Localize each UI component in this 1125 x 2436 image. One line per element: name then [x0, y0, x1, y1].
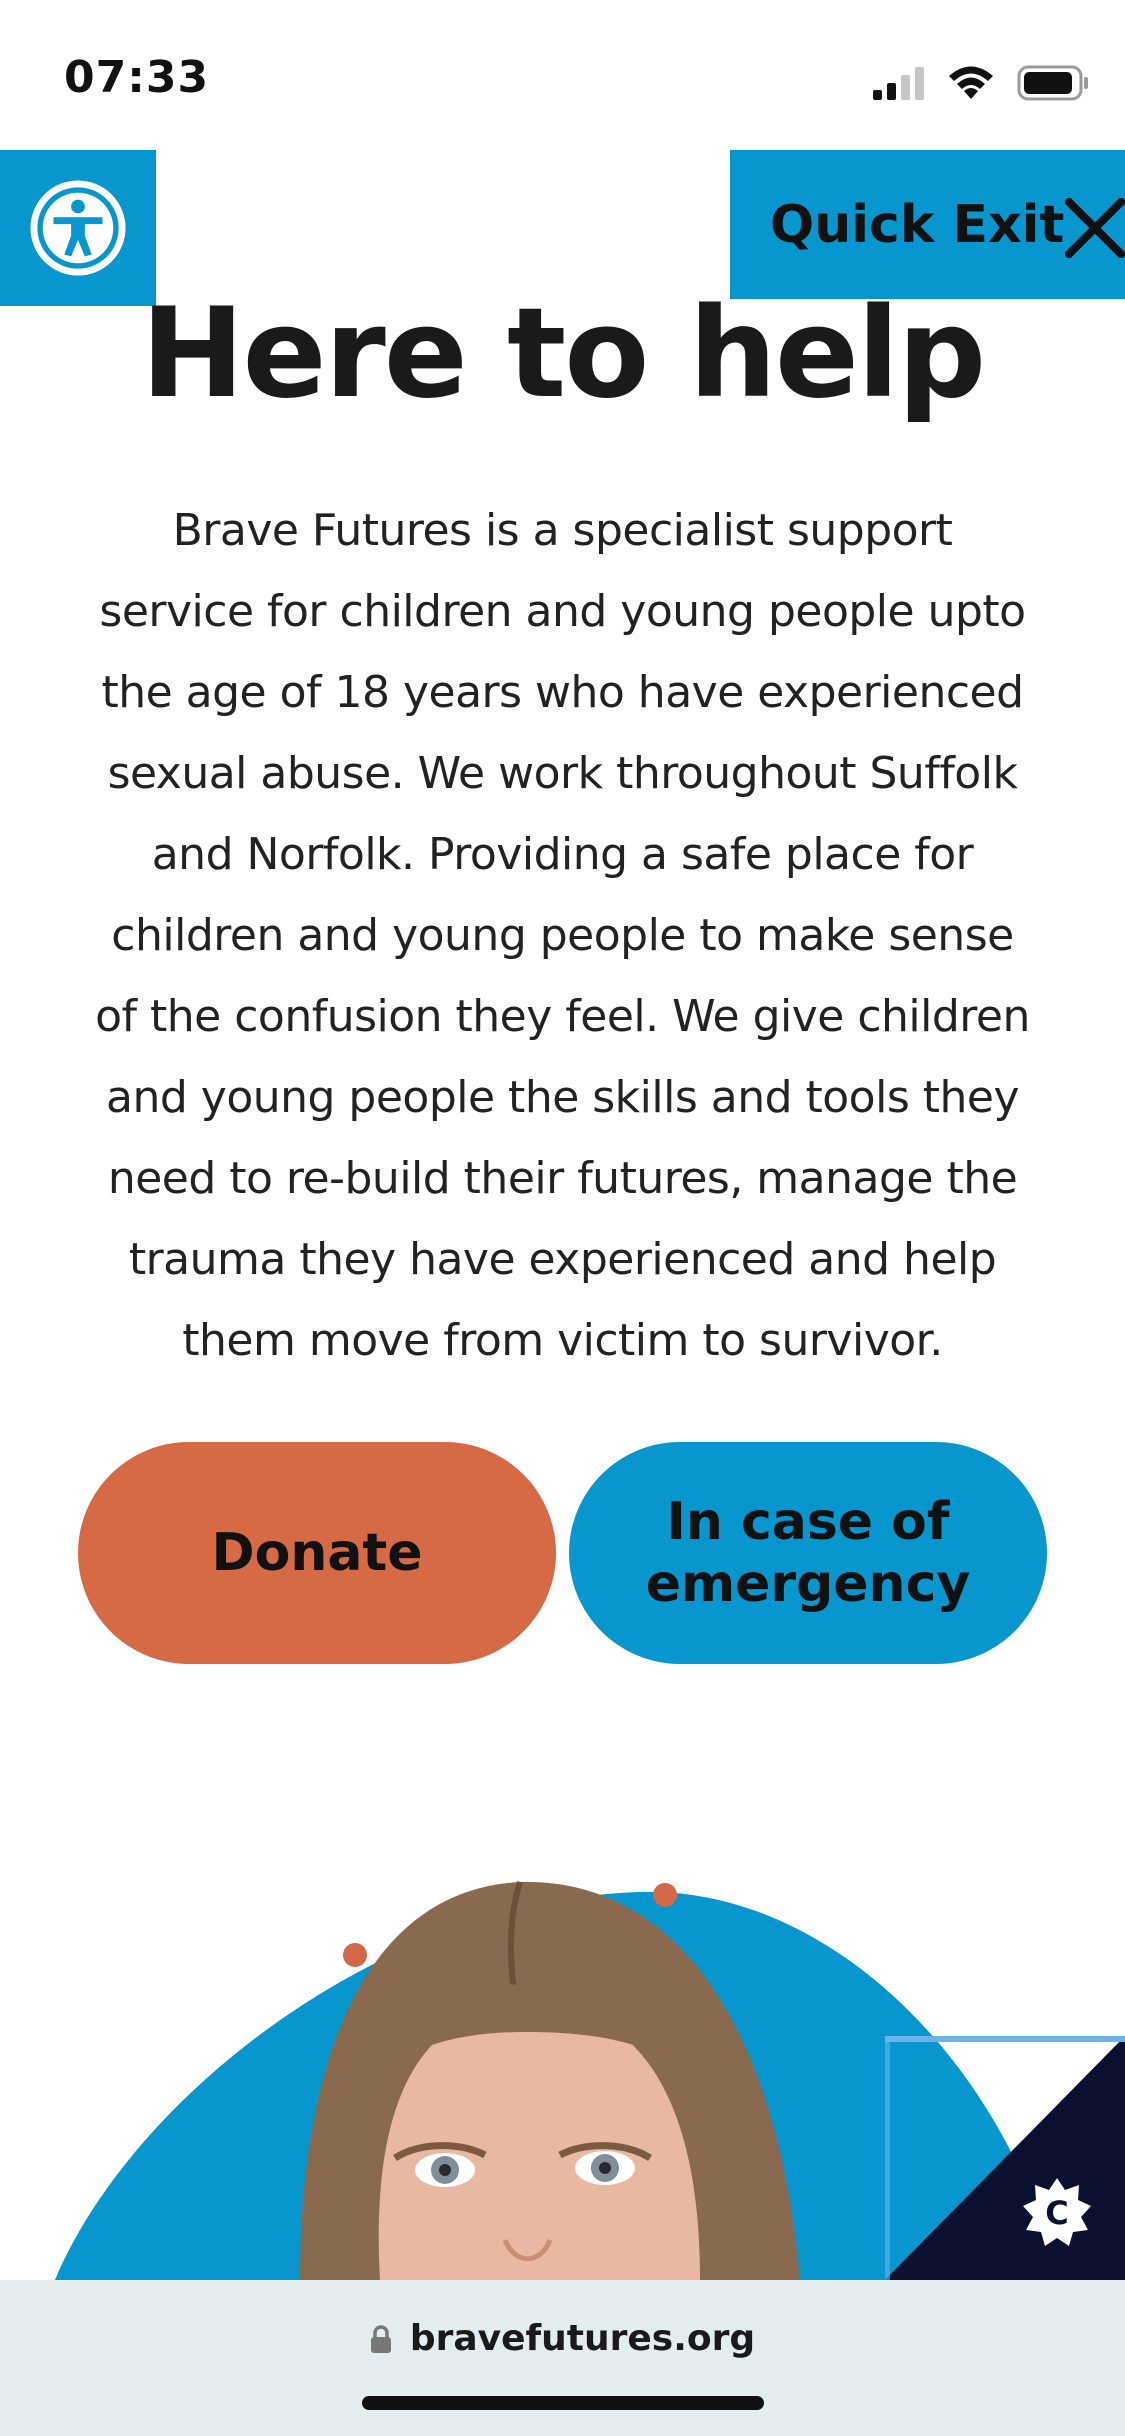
emergency-label [646, 1491, 971, 1615]
intro-line: need to re-build their futures, manage the [107, 1153, 1018, 1204]
donate-label: Donate [211, 1523, 423, 1583]
intro-line: trauma they have experienced and help [128, 1234, 997, 1285]
intro-line: Brave Futures is a specialist support [172, 505, 953, 556]
url-display[interactable] [0, 2318, 1125, 2359]
emergency-button[interactable] [569, 1442, 1047, 1664]
quick-exit-button[interactable] [730, 150, 1125, 299]
close-icon [1065, 198, 1125, 258]
intro-line: the age of 18 years who have experienced [101, 667, 1024, 718]
quick-exit-label: Quick Exit [770, 194, 1065, 255]
wifi-icon [947, 65, 995, 101]
emergency-label-line2: emergency [645, 1554, 971, 1614]
status-time: 07:33 [64, 52, 210, 103]
home-indicator[interactable] [362, 2396, 764, 2410]
intro-paragraph [60, 490, 1065, 1381]
browser-url-bar[interactable] [0, 2280, 1125, 2436]
battery-icon [1017, 65, 1089, 101]
intro-line: and Norfolk. Providing a safe place for [151, 829, 974, 880]
accessibility-button[interactable] [0, 150, 156, 306]
signal-icon [873, 66, 925, 100]
intro-line: service for children and young people upto [99, 586, 1026, 637]
intro-line: them move from victim to survivor. [182, 1315, 943, 1366]
cookie-settings-button[interactable] [885, 2036, 1125, 2280]
page-title: Here to help [140, 282, 985, 426]
status-icons [873, 62, 1089, 104]
status-bar [0, 0, 1125, 150]
accessibility-person-icon [29, 179, 127, 277]
intro-line: children and young people to make sense [111, 910, 1014, 961]
cookie-badge-letter: C [1045, 2194, 1069, 2232]
emergency-label-line1: In case of [666, 1492, 950, 1552]
intro-line: of the confusion they feel. We give children [95, 991, 1030, 1042]
intro-line: sexual abuse. We work throughout Suffolk [107, 748, 1018, 799]
donate-button[interactable] [78, 1442, 556, 1664]
intro-line: and young people the skills and tools they [106, 1072, 1019, 1123]
lock-icon [370, 2324, 392, 2354]
url-text: bravefutures.org [409, 2318, 756, 2359]
